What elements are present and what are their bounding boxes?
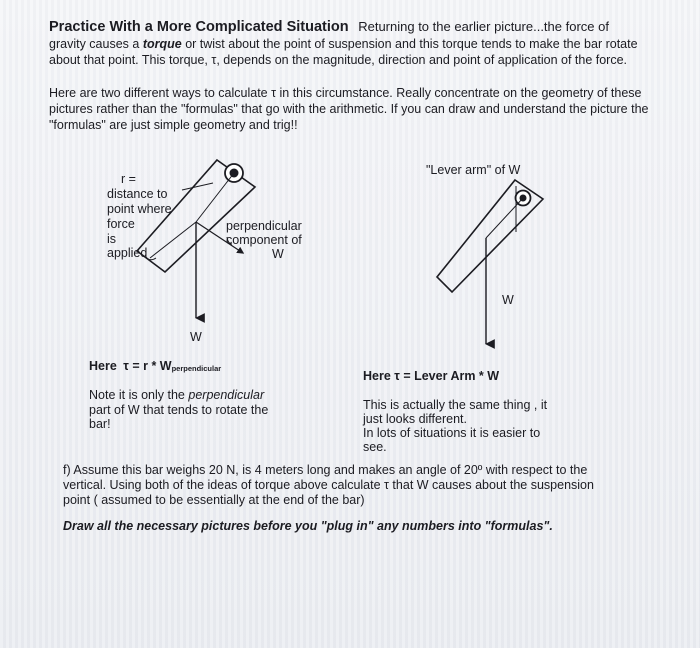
r-label-line-1: r = — [121, 172, 136, 186]
note-left-line-1 — [89, 388, 264, 402]
methods-line-1: Here are two different ways to calculate τ in this circumstance. Really concentrate on the geometry of these — [49, 86, 642, 100]
intro-text-3: about that point. This torque, τ, depends on the magnitude, direction and point of application of the force. — [49, 53, 628, 67]
note-right-line-1: This is actually the same thing , it — [363, 398, 548, 412]
problem-line-1: f) Assume this bar weighs 20 N, is 4 meters long and makes an angle of 20º with respect to the — [63, 463, 588, 477]
methods-line-3: "formulas" are just simple geometry and trig!! — [49, 118, 298, 132]
problem-line-2: vertical. Using both of the ideas of torque above calculate τ that W causes about the suspension — [63, 478, 594, 492]
note-left-line-3: bar! — [89, 417, 111, 431]
instruction-text: Draw all the necessary pictures before you "plug in" any numbers into "formulas". — [63, 519, 553, 533]
intro-text-2a: gravity causes a — [49, 37, 140, 51]
perp-label-line-2: component of — [226, 233, 302, 247]
r-label-line-4: force — [107, 217, 135, 231]
note-left-perpendicular: perpendicular — [188, 388, 265, 402]
left-bar-detail — [182, 183, 213, 190]
page-title: Practice With a More Complicated Situation — [49, 19, 349, 35]
formula-left — [89, 359, 221, 373]
r-label-line-5: is — [107, 232, 117, 246]
lever-arm-label: "Lever arm" of W — [426, 163, 521, 177]
formula-right: Here τ = Lever Arm * W — [363, 369, 500, 383]
intro-text-1: Returning to the earlier picture...the force of — [358, 19, 609, 34]
note-right-line-2: just looks different. — [363, 412, 467, 426]
note-right-line-4: see. — [363, 440, 387, 454]
note-right-line-3: In lots of situations it is easier to — [363, 426, 541, 440]
methods-line-2: pictures rather than the "formulas" that go with the arithmetic. If you can draw and understand the picture the — [49, 102, 649, 116]
formula-left-prefix: Here — [89, 359, 117, 373]
problem-line-3: point ( assumed to be essentially at the end of the bar) — [63, 493, 365, 507]
formula-left-subscript: perpendicular — [171, 364, 222, 373]
note-left-text-1a: Note it is only the — [89, 388, 185, 402]
right-w-label: W — [502, 293, 514, 307]
r-label-line-6: applied — [107, 246, 148, 260]
left-w-label: W — [190, 330, 202, 344]
r-label-line-3: point where — [107, 202, 172, 216]
right-bar-detail — [486, 198, 523, 238]
perp-label-line-1: perpendicular — [226, 219, 302, 233]
right-bar-diagram — [437, 180, 543, 344]
perp-label-line-3: W — [272, 247, 284, 261]
note-left-line-2: part of W that tends to rotate the — [89, 403, 269, 417]
formula-left-expr: τ = r * W — [123, 359, 172, 373]
r-label-line-2: distance to — [107, 187, 168, 201]
torque-word: torque — [142, 37, 182, 51]
left-r-line — [196, 173, 234, 222]
intro-text-2b: or twist about the point of suspension and this torque tends to make the bar rotate — [185, 37, 638, 51]
